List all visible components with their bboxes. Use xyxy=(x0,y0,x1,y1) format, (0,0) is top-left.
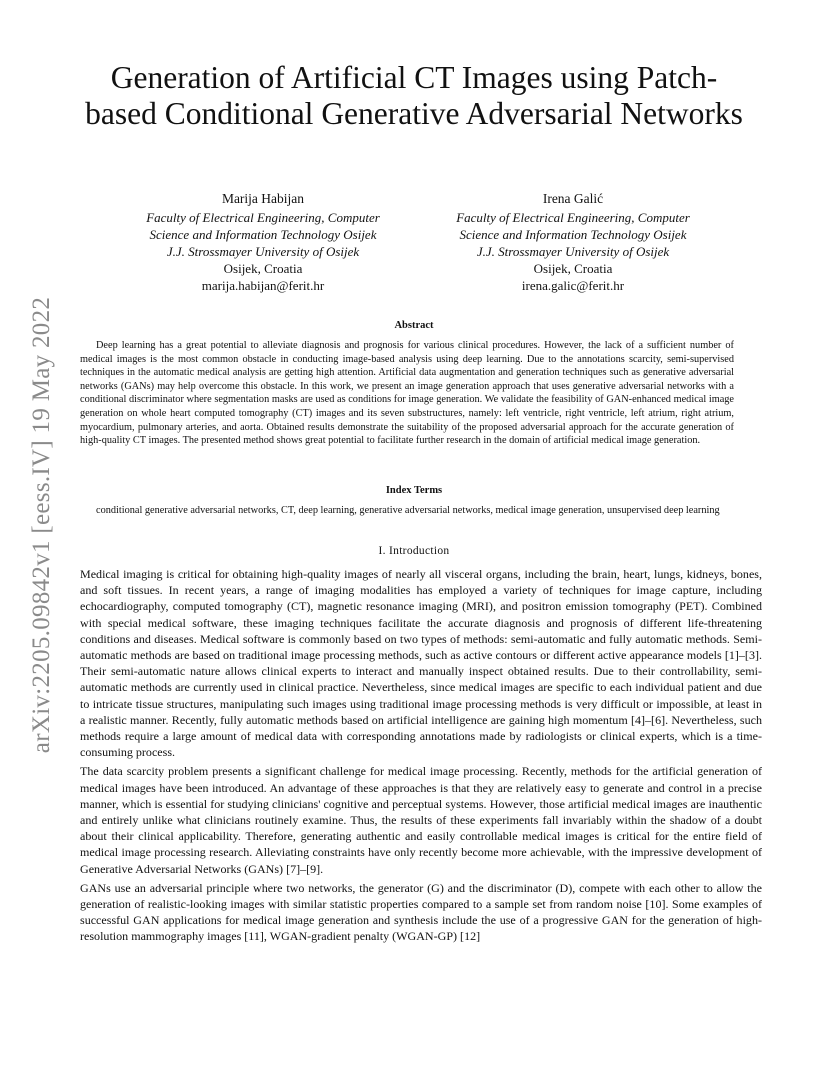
author-location: Osijek, Croatia xyxy=(223,261,303,276)
author-affiliation-line: Science and Information Technology Osijek xyxy=(149,227,377,242)
section-heading: I. Introduction xyxy=(378,545,450,557)
arxiv-identifier-text: arXiv:2205.09842v1 [eess.IV] 19 May 2022 xyxy=(28,296,55,754)
author-affiliation-line: J.J. Strossmayer University of Osijek xyxy=(476,244,670,259)
author-email: marija.habijan@ferit.hr xyxy=(201,278,325,293)
arxiv-identifier xyxy=(20,275,64,775)
index-terms-heading: Index Terms xyxy=(385,485,443,496)
author-affiliation-line: Faculty of Electrical Engineering, Computer xyxy=(146,210,380,225)
body-paragraph: Medical imaging is critical for obtaining high-quality images of nearly all visceral organs, including the brain, heart, lungs, kidneys, bones, and soft tissues. In recent years, a range of imaging modalities has employed a variety of techniques for image capture, including echocardiography, computed tomography (CT), magnetic resonance imaging (MRI), and positron emission tomography (PET). Combined with special medical software, these imaging techniques facilitate the accurate diagnosis and prognosis of different life-threatening conditions and diseases. Medical software is commonly based on two types of methods: semi-automatic and fully automatic methods. Semi-automatic methods are based on traditional image processing methods, such as active contours or different active appearance models [1]–[3]. Their semi-automatic nature allows clinical experts to interact and manually inspect obtained results. Due to their controllability, semi-automatic methods are currently used in clinical practice. Nevertheless, since medical images are specific to each individual patient and due to intricate tissue structures, manipulating such images using traditional image processing methods is very difficult or impossible, at least in a realistic manner. Recently, fully automatic methods based on artificial intelligence are gaining high momentum [4]–[6]. Nevertheless, such methods require a large amount of medical data with corresponding annotations made by radiologists or clinical experts, which is a time-consuming process. xyxy=(80,567,762,760)
body-paragraph: GANs use an adversarial principle where two networks, the generator (G) and the discriminator (D), compete with each other to allow the generation of realistic-looking images with similar statistic properties compared to a sample set from random noise [10]. Some examples of successful GAN applications for medical image generation and synthesis include the use of a progressive GAN for the generation of high-resolution mammography images [11], WGAN-gradient penalty (WGAN-GP) [12] xyxy=(80,880,762,944)
author-block xyxy=(113,190,413,294)
abstract-heading: Abstract xyxy=(394,320,434,331)
body-paragraph: The data scarcity problem presents a significant challenge for medical image processing. Recently, methods for the artificial generation of medical images have been introduced. An advantage of these approaches is that they are relatively easy to generate and control in a precise manner, which is essential for studying clinicians' cognitive and perceptual systems. However, those artificial medical images are inauthentic and entirely unlike what clinicians routinely examine. Thus, the results of these experiments fall invariably within the shadow of a doubt about their clinical applicability. Therefore, generating authentic and easily controllable medical images is critical for the entire field of medical image processing research. Alleviating constraints have only recently become more achievable, with the impressive development of Generative Adversarial Networks (GANs) [7]–[9]. xyxy=(80,764,762,876)
abstract-text: Deep learning has a great potential to alleviate diagnosis and prognosis for various clinical procedures. However, the lack of a sufficient number of medical images is the most common obstacle in conducting image-based analysis using deep learning. Due to the annotations scarcity, semi-supervised techniques in the automatic medical analysis are getting high attention. Artificial data augmentation and generation techniques such as generative adversarial networks (GANs) may help overcome this obstacle. In this work, we present an image generation approach that uses generative adversarial networks with a conditional discriminator where segmentation masks are used as conditions for image generation. We validate the feasibility of GAN-enhanced medical image generation on whole heart computed tomography (CT) images and its seven substructures, namely: left ventricle, right ventricle, left atrium, right atrium, myocardium, pulmonary arteries, and aorta. Obtained results demonstrate the suitability of the proposed adversarial approach for the accurate generation of high-quality CT images. The presented method shows great potential to facilitate further research in the domain of artificial medical image generation. xyxy=(80,340,734,447)
author-affiliation-line: Faculty of Electrical Engineering, Computer xyxy=(456,210,690,225)
author-name: Irena Galić xyxy=(542,191,604,206)
paper-title: Generation of Artificial CT Images using Patch-based Conditional Generative Adversarial Networks xyxy=(85,60,743,131)
section-body xyxy=(80,566,762,948)
author-location: Osijek, Croatia xyxy=(533,261,613,276)
author-name: Marija Habijan xyxy=(221,191,305,206)
author-email: irena.galic@ferit.hr xyxy=(521,278,625,293)
author-block xyxy=(423,190,723,294)
index-terms-text: conditional generative adversarial networks, CT, deep learning, generative adversarial networks, medical image generation, unsupervised deep learning xyxy=(96,505,720,516)
author-affiliation-line: Science and Information Technology Osijek xyxy=(459,227,687,242)
author-affiliation-line: J.J. Strossmayer University of Osijek xyxy=(166,244,360,259)
